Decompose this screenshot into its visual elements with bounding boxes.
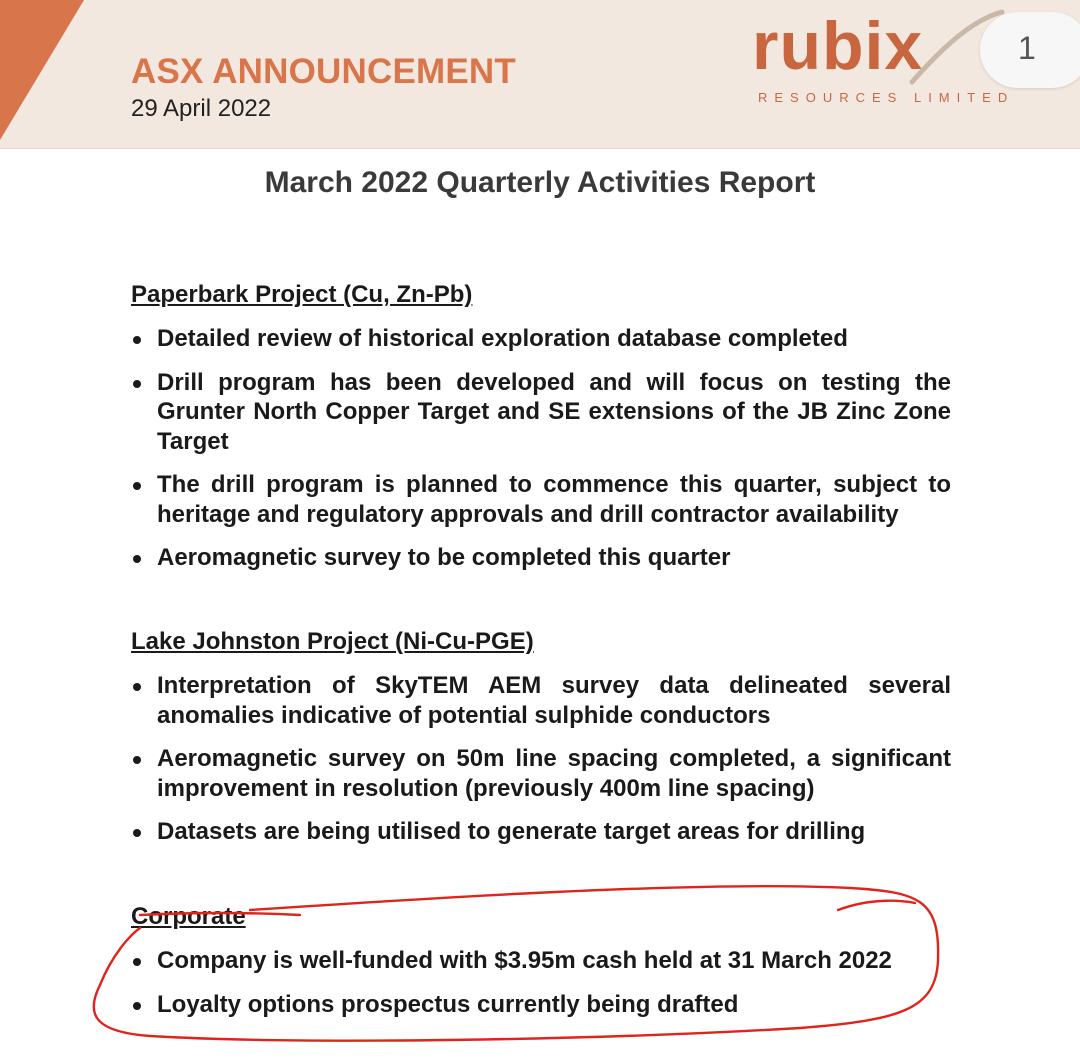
bullet-item: Detailed review of historical exploration database completed [131,324,951,354]
section-heading: Paperbark Project (Cu, Zn-Pb) [131,281,473,308]
section-heading: Corporate [131,903,246,930]
orange-corner-stripe [0,0,90,148]
bullet-item: Drill program has been developed and will focus on testing the Grunter North Copper Target and SE extensions of the JB Zinc Zone Target [131,368,951,457]
bullet-item: Aeromagnetic survey to be completed this quarter [131,543,951,573]
bullet-item: The drill program is planned to commence this quarter, subject to heritage and regulatory approvals and drill contractor availability [131,470,951,529]
section-paperbark [131,280,951,573]
bullet-list [131,946,951,1019]
announcement-date: 29 April 2022 [131,95,272,122]
logo-subtitle: RESOURCES LIMITED [758,90,1015,105]
bullet-item: Company is well-funded with $3.95m cash held at 31 March 2022 [131,946,951,976]
section-corporate [131,902,951,1019]
bullet-list [131,324,951,573]
announcement-header [0,0,1080,149]
bullet-item: Aeromagnetic survey on 50m line spacing completed, a significant improvement in resolution (previously 400m line spacing) [131,744,951,803]
page-number: 1 [1018,30,1036,66]
logo-wordmark: rubix [752,8,924,84]
bullet-list [131,671,951,847]
report-title: March 2022 Quarterly Activities Report [264,166,816,199]
bullet-item: Loyalty options prospectus currently being drafted [131,990,951,1020]
bullet-item: Interpretation of SkyTEM AEM survey data delineated several anomalies indicative of potential sulphide conductors [131,671,951,730]
page-number-badge[interactable] [980,12,1080,88]
bullet-item: Datasets are being utilised to generate target areas for drilling [131,817,951,847]
section-lake-johnston [131,627,951,847]
section-heading: Lake Johnston Project (Ni-Cu-PGE) [131,628,534,655]
announcement-title: ASX ANNOUNCEMENT [131,52,516,91]
